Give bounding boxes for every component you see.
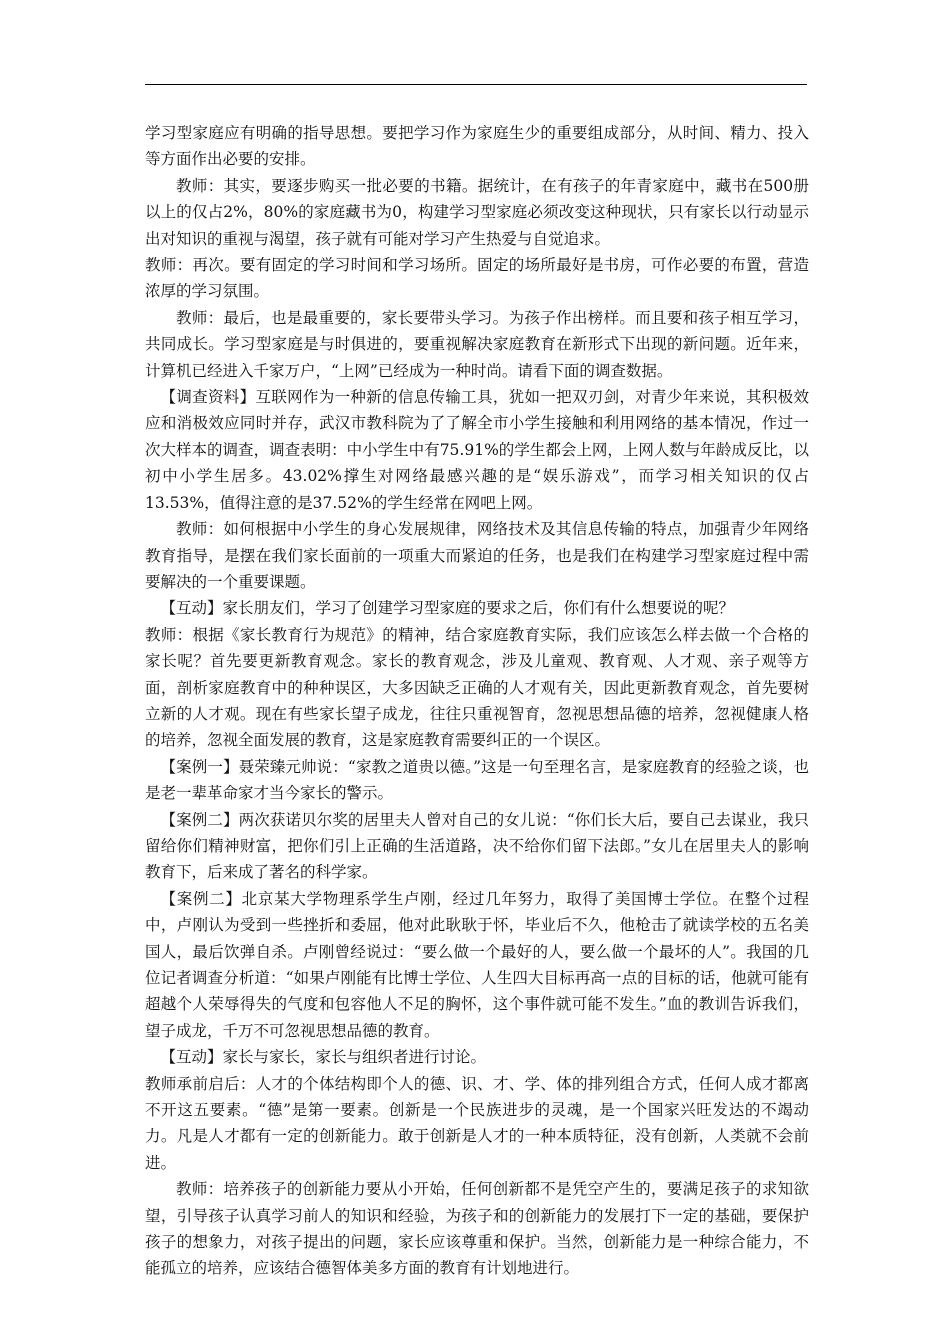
paragraph: 【互动】家长与家长，家长与组织者进行讨论。: [160, 1048, 487, 1067]
paragraph: 教师承前启后：人才的个体结构即个人的德、识、才、学、体的排列组合方式，任何人成才都离不开这五要素。“德”是第一要素。创新是一个民族进步的灵魂，是一个国家兴旺发达的不竭动力。凡是人才都有一定的创新能力。敢于创新是人才的一种本质特征，没有创新，人类就不会前进。: [145, 1074, 809, 1172]
header-rule: [145, 84, 807, 85]
paragraph: 【案例二】两次获诺贝尔奖的居里夫人曾对自己的女儿说：“你们长大后，要自己去谋业，我只留给你们精神财富，把你们引上正确的生活道路，决不给你们留下法郎。”女儿在居里夫人的影响教育下，后来成了著名的科学家。: [145, 810, 809, 882]
paragraph: 学习型家庭应有明确的指导思想。要把学习作为家庭生少的重要组成部分，从时间、精力、投入等方面作出必要的安排。: [145, 124, 809, 169]
paragraph: 教师：其实，要逐步购买一批必要的书籍。据统计，在有孩子的年青家庭中，藏书在500册以上的仅占2%，80%的家庭藏书为0，构建学习型家庭必须改变这种现状，只有家长以行动显示出对知识的重视与渴望，孩子就有可能对学习产生热爱与自觉追求。: [145, 176, 809, 248]
paragraph: 【互动】家长朋友们，学习了创建学习型家庭的要求之后，你们有什么想要说的呢？: [160, 599, 735, 618]
paragraph: 【案例二】北京某大学物理系学生卢刚，经过几年努力，取得了美国博士学位。在整个过程中，卢刚认为受到一些挫折和委屈，他对此耿耿于怀，毕业后不久，他枪击了就读学校的五名美国人，最后饮弹自杀。卢刚曾经说过：“要么做一个最好的人，要么做一个最坏的人”。我国的几位记者调查分析道：“如果卢刚能有比博士学位、人生四大目标再高一点的目标的话，他就可能有超越个人荣辱得失的气度和包容他人不足的胸怀，这个事件就可能不发生。”血的教训告诉我们，望子成龙，千万不可忽视思想品德的教育。: [145, 889, 809, 1040]
paragraph: 教师：培养孩子的创新能力要从小开始，任何创新都不是凭空产生的，要满足孩子的求知欲望，引导孩子认真学习前人的知识和经验，为孩子和的创新能力的发展打下一定的基础，要保护孩子的想象力，对孩子提出的问题，家长应该尊重和保护。当然，创新能力是一种综合能力，不能孤立的培养，应该结合德智体美多方面的教育有计划地进行。: [145, 1180, 809, 1278]
paragraph: 教师：根据《家长教育行为规范》的精神，结合家庭教育实际，我们应该怎么样去做一个合格的家长呢？首先要更新教育观念。家长的教育观念，涉及儿童观、教育观、人才观、亲子观等方面，剖析家庭教育中的种种误区，大多因缺乏正确的人才观有关，因此更新教育观念，首先要树立新的人才观。现在有些家长望子成龙，往往只重视智育，忽视思想品德的培养，忽视健康人格的培养，忽视全面发展的教育，这是家庭教育需要纠正的一个误区。: [145, 625, 809, 750]
paragraph: 教师：如何根据中小学生的身心发展规律，网络技术及其信息传输的特点，加强青少年网络教育指导，是摆在我们家长面前的一项重大而紧迫的任务，也是我们在构建学习型家庭过程中需要解决的一个重要课题。: [145, 520, 809, 591]
paragraph: 教师：再次。要有固定的学习时间和学习场所。固定的场所最好是书房，可作必要的布置，营造浓厚的学习氛围。: [145, 256, 809, 301]
document-body: [145, 120, 809, 1282]
paragraph: 教师：最后，也是最重要的，家长要带头学习。为孩子作出榜样。而且要和孩子相互学习，共同成长。学习型家庭是与时俱进的，要重视解决家庭教育在新形式下出现的新问题。近年来，计算机已经进入千家万户，“上网”已经成为一种时尚。请看下面的调查数据。: [145, 308, 809, 380]
paragraph: 【案例一】聂荣臻元帅说：“家教之道贵以德。”这是一句至理名言，是家庭教育的经验之谈，也是老一辈革命家才当今家长的警示。: [145, 757, 809, 803]
paragraph: 【调查资料】互联网作为一种新的信息传输工具，犹如一把双刃剑，对青少年来说，其积极效应和消极效应同时并存，武汉市教科院为了了解全市小学生接触和利用网络的基本情况，作过一次大样本的调查，调查表明：中小学生中有75.91%的学生都会上网，上网人数与年龄成反比，以初中小学生居多。43.02%撑生对网络最感兴趣的是“娱乐游戏”，而学习相关知识的仅占13.53%，值得注意的是37.52%的学生经常在网吧上网。: [145, 388, 809, 512]
